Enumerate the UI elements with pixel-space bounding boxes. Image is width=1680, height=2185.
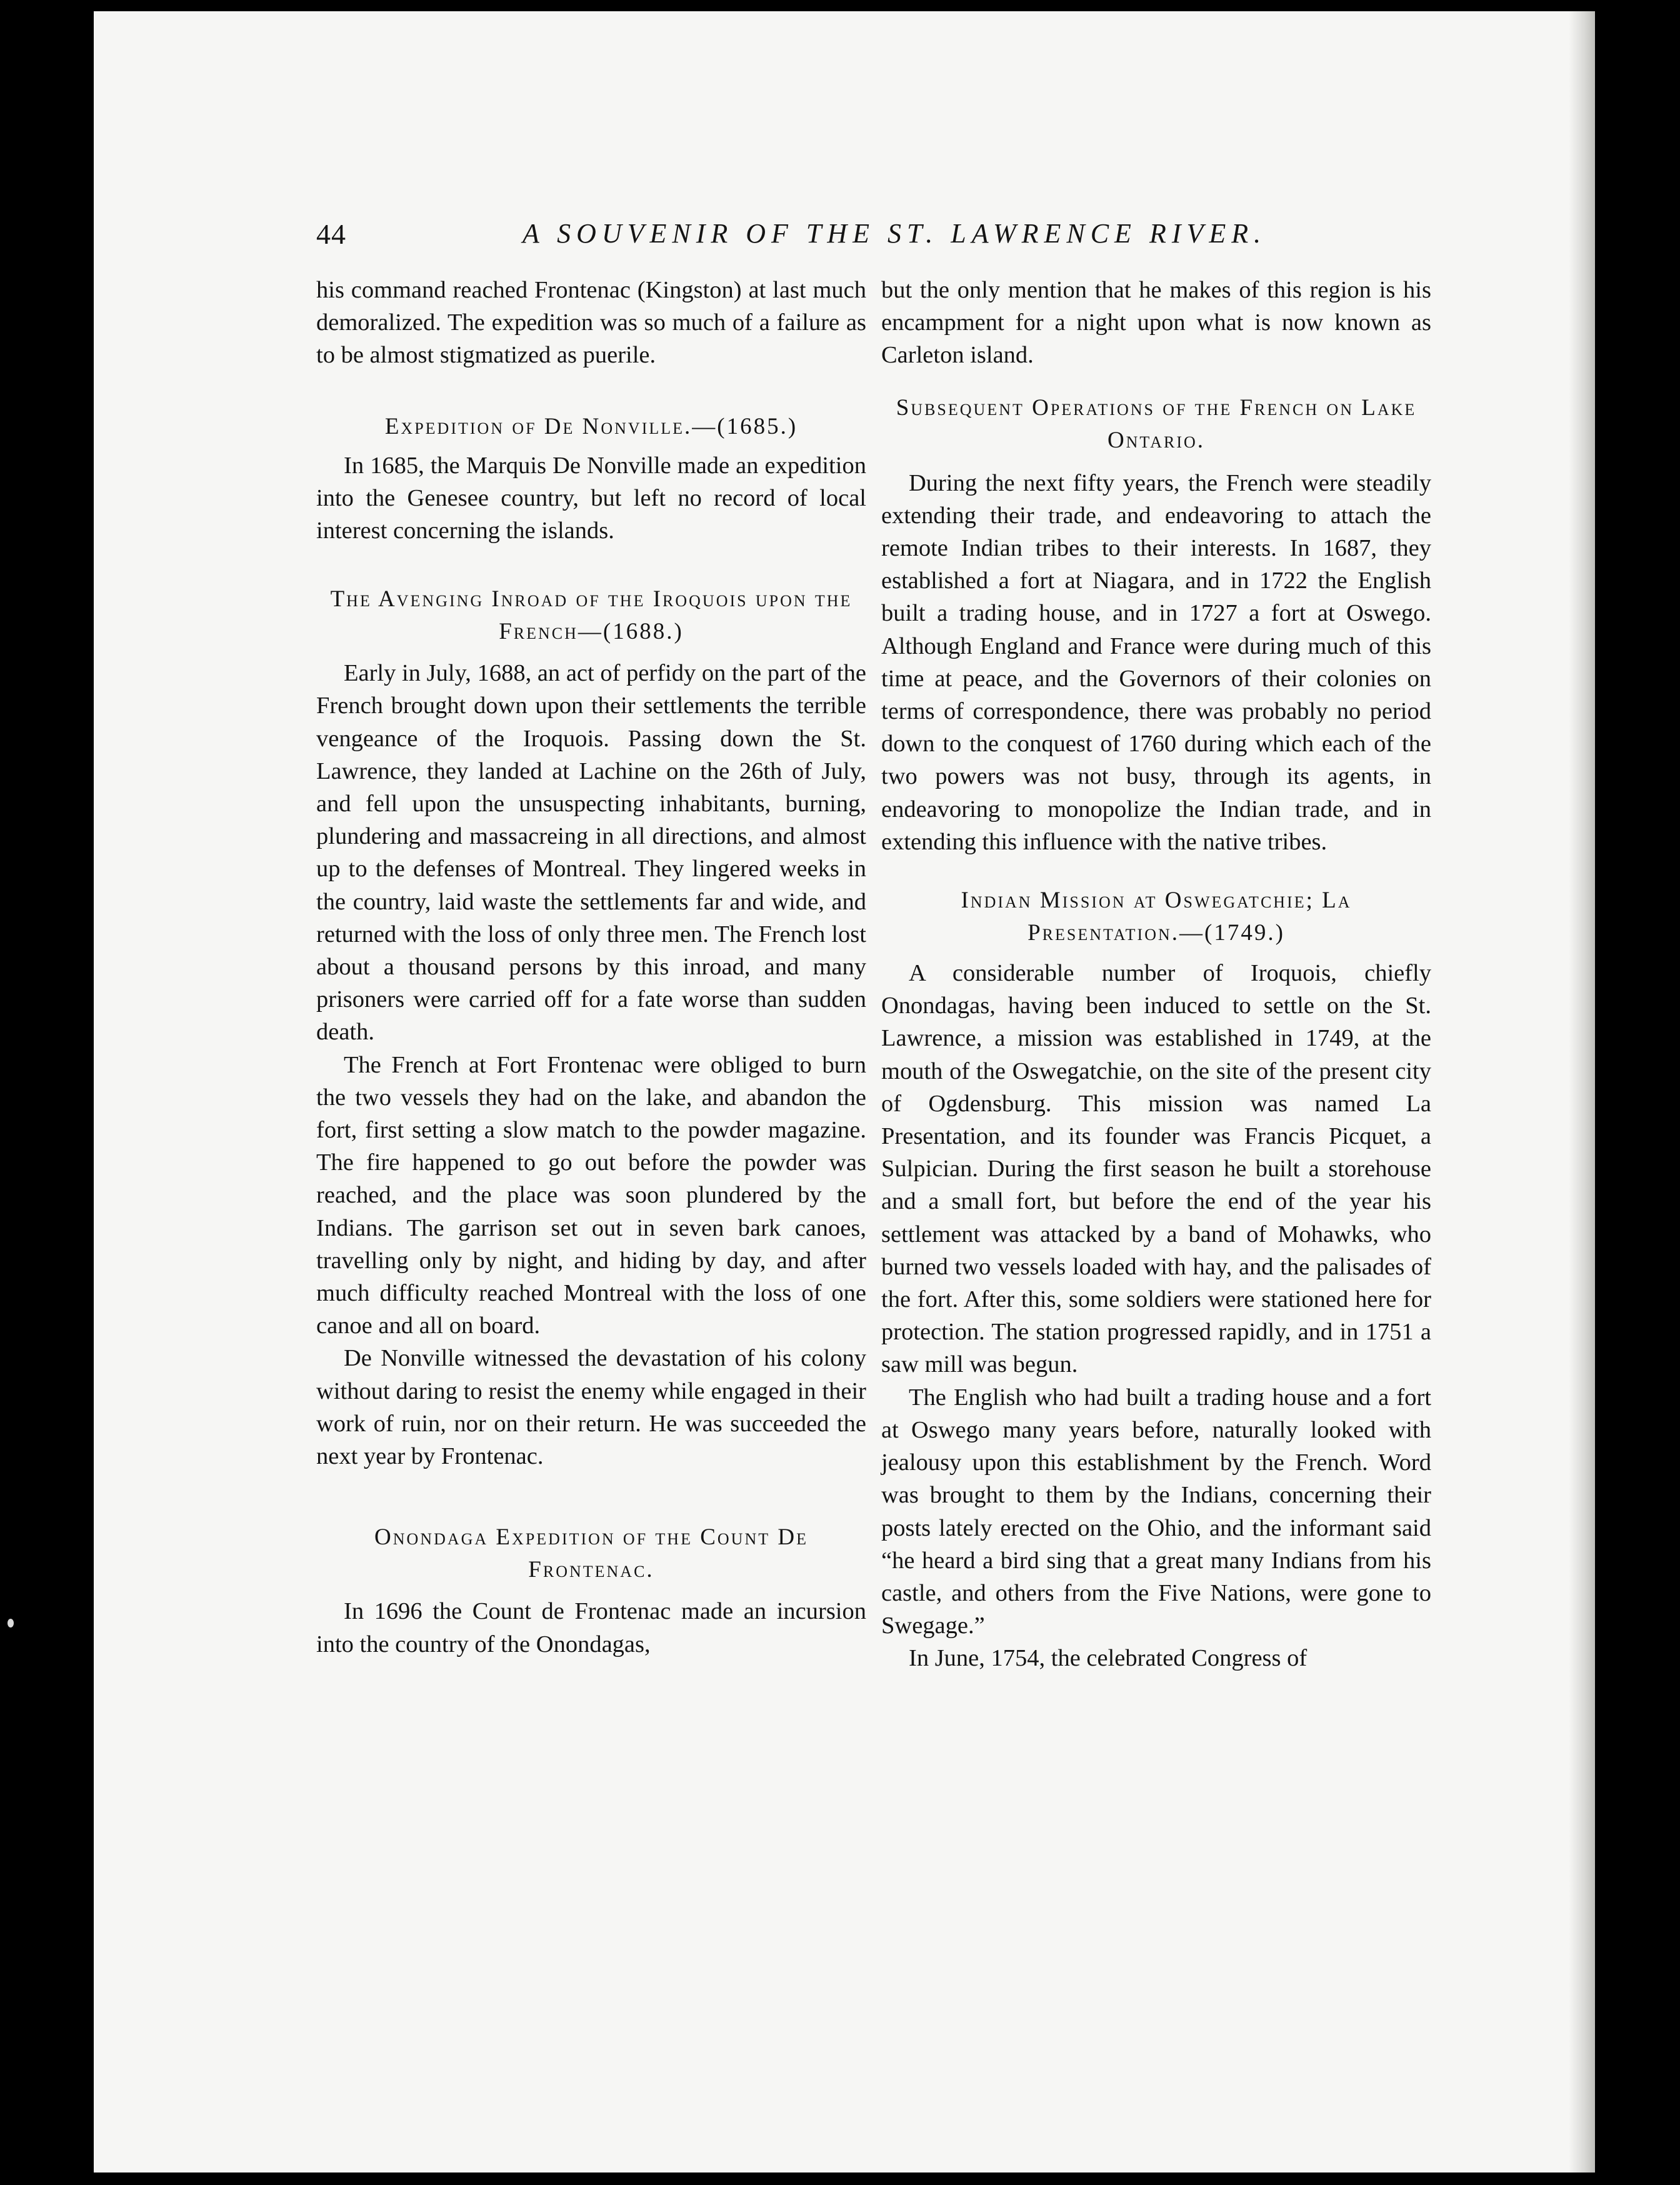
paragraph-denonville: In 1685, the Marquis De Nonville made an expedition into the Genesee country, but left no record of local interest concerning the islands.	[316, 452, 866, 544]
right-column	[881, 274, 1431, 1675]
heading-subsequent-operations: Subsequent Operations of the French on Lake Ontario.	[896, 394, 1417, 453]
paragraph-intro: his command reached Frontenac (Kingston) at last much demoralized. The expedition was so much of a failure as to be almost stigmatized as puerile.	[316, 277, 866, 369]
running-title: A SOUVENIR OF THE ST. LAWRENCE RIVER.	[522, 218, 1267, 249]
page-header	[316, 218, 1441, 255]
left-column	[316, 274, 866, 1661]
paragraph-avenging-1: Early in July, 1688, an act of perfidy on the part of the French brought down upon their settlements the terrible vengeance of the Iroquois. Passing down the St. Lawrence, they landed at Lachine on the 26th of July, and fell upon the unsuspecting inhabitants, burning, plundering and massacreing in all directions, and almost up to the defenses of Montreal. They lingered weeks in the country, laid waste the settlements far and wide, and returned with the loss of only three men. The French lost about a thousand persons by this inroad, and many prisoners were carried off for a fate worse than sudden death.	[316, 660, 866, 1046]
paragraph-onondaga: In 1696 the Count de Frontenac made an incursion into the country of the Onondagas,	[316, 1598, 866, 1658]
paragraph-subsequent: During the next fifty years, the French were steadily extending their trade, and endeavoring to attach the remote Indian tribes to their interests. In 1687, they established a fort at Niagara, and in 1722 the English built a trading house, and in 1727 a fort at Oswego. Although England and France were during much of this time at peace, and the Governors of their colonies on terms of correspondence, there was probably no period down to the conquest of 1760 during which each of the two powers was not busy, through its agents, in endeavoring to monopolize the Indian trade, and in extending this influence with the native tribes.	[881, 469, 1431, 855]
paragraph-mission-2: The English who had built a trading house and a fort at Oswego many years before, naturally looked with jealousy upon this establishment by the French. Word was brought to them by the Indians, concerning their posts lately erected on the Ohio, and the informant said “he heard a bird sing that a great many Indians from his castle, and others from the Five Nations, were gone to Swegage.”	[881, 1384, 1431, 1639]
paragraph-continued: but the only mention that he makes of this region is his encampment for a night upon what is now known as Carleton island.	[881, 277, 1431, 369]
heading-denonville: Expedition of De Nonville.—(1685.)	[384, 413, 798, 439]
heading-onondaga-expedition: Onondaga Expedition of the Count De Frontenac.	[374, 1524, 808, 1583]
scan-speck	[8, 1619, 14, 1628]
page-edge-shadow	[1569, 11, 1595, 2172]
paragraph-avenging-3: De Nonville witnessed the devastation of his colony without daring to resist the enemy while engaged in their work of ruin, nor on their return. He was succeeded the next year by Frontenac.	[316, 1345, 866, 1470]
paragraph-mission-3: In June, 1754, the celebrated Congress of	[909, 1645, 1308, 1672]
page-number: 44	[316, 218, 346, 250]
paragraph-mission-1: A considerable number of Iroquois, chiefly Onondagas, having been induced to settle on the St. Lawrence, a mission was established in 1749, at the mouth of the Oswegatchie, on the site of the present city of Ogdensburg. This mission was named La Presentation, and its founder was Francis Picquet, a Sulpician. During the first season he built a storehouse and a small fort, but before the end of the year his settlement was attacked by a band of Mohawks, who burned two vessels loaded with hay, and the palisades of the fort. After this, some soldiers were stationed here for protection. The station progressed rapidly, and in 1751 a saw mill was begun.	[881, 960, 1431, 1378]
heading-indian-mission: Indian Mission at Oswegatchie; La Presentation.—(1749.)	[961, 888, 1352, 946]
paragraph-avenging-2: The French at Fort Frontenac were obliged to burn the two vessels they had on the lake, and abandon the fort, first setting a slow match to the powder magazine. The fire happened to go out before the powder was reached, and the place was soon plundered by the Indians. The garrison set out in seven bark canoes, travelling only by night, and hiding by day, and after much difficulty reached Montreal with the loss of one canoe and all on board.	[316, 1051, 866, 1339]
heading-avenging-inroad: The Avenging Inroad of the Iroquois upon the French—(1688.)	[330, 586, 852, 645]
